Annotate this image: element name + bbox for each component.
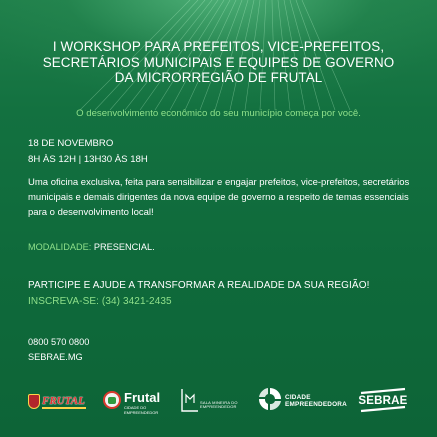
prefeitura-logo-bar [42, 407, 86, 409]
prefeitura-logo-word: FRUTAL [42, 395, 85, 407]
partner-logos [0, 380, 437, 420]
event-title-line-2: SECRETÁRIOS MUNICIPAIS E EQUIPES DE GOVERNO [42, 54, 395, 70]
modality-label: MODALIDADE: [28, 242, 92, 252]
frutal-logo-word: Frutal [124, 390, 161, 405]
crest-icon [28, 394, 40, 409]
cidade-empreendedora-text [285, 394, 347, 408]
event-title-line-3: DA MICRORREGIÃO DE FRUTAL [114, 70, 323, 85]
cidade-empreendedora-mark-icon [257, 386, 283, 412]
sebrae-logo-word: SEBRAE [358, 395, 408, 407]
cidade-line-2: EMPREENDEDORA [285, 401, 347, 408]
sebrae-logo [355, 387, 411, 413]
sala-mineira-text: SALA MINEIRA DO EMPREENDEDOR [200, 400, 238, 410]
cidade-line-1: CIDADE [285, 394, 311, 401]
event-subtitle: O desenvolvimento econômico do seu município começa por você. [76, 108, 361, 119]
contact-site[interactable]: SEBRAE.MG [28, 352, 83, 362]
call-to-action: PARTICIPE E AJUDE A TRANSFORMAR A REALIDADE DA SUA REGIÃO! [28, 280, 370, 291]
sala-mineira-mark-icon [180, 385, 200, 413]
register-phone[interactable]: INSCREVA-SE: (34) 3421-2435 [28, 296, 172, 307]
frutal-logo-sub: CIDADE DO EMPREENDEDOR [124, 405, 159, 415]
modality-value: PRESENCIAL. [93, 242, 155, 252]
event-description: Uma oficina exclusiva, feita para sensibilizar e engajar prefeitos, vice-prefeitos, secretários municipais e demais dirigentes da nova equipe de governo a respeito de temas essenciais para o desenvolvimento local! [28, 177, 410, 219]
contact-phone[interactable]: 0800 570 0800 [28, 337, 90, 347]
event-time: 8H ÀS 12H | 13H30 ÀS 18H [28, 154, 148, 165]
event-title [20, 39, 417, 86]
event-title-line-1: I WORKSHOP PARA PREFEITOS, VICE-PREFEITOS, [52, 39, 385, 54]
event-date: 18 DE NOVEMBRO [28, 138, 114, 149]
frutal-city-logo [103, 389, 163, 415]
cidade-empreendedora-logo [257, 386, 347, 414]
frutal-badge-icon [103, 391, 121, 409]
sala-mineira-logo [180, 385, 246, 413]
event-modality [28, 242, 155, 252]
prefeitura-frutal-logo [28, 393, 88, 411]
